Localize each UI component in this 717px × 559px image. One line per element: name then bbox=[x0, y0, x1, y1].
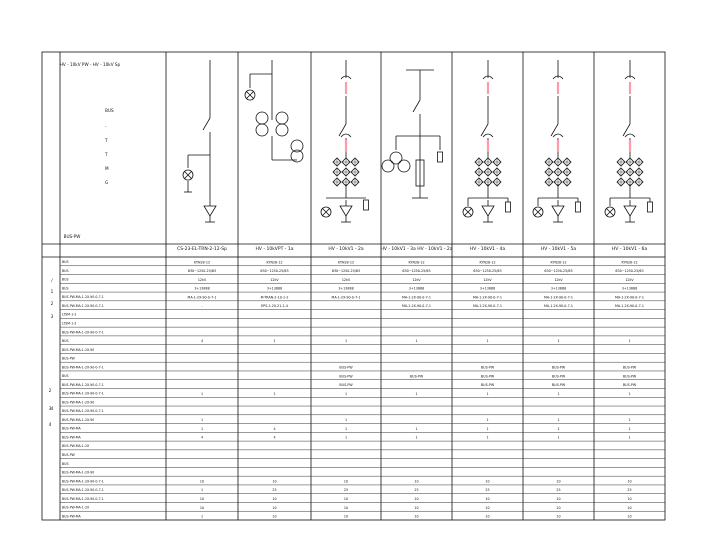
voltage-transformer bbox=[390, 152, 402, 164]
table-cell: BUS-PW bbox=[339, 383, 353, 388]
table-cell: 1 bbox=[344, 339, 348, 344]
table-cell: 10 bbox=[556, 479, 561, 484]
table-cell: 10 bbox=[199, 479, 205, 484]
table-cell: 1 bbox=[415, 426, 418, 431]
table-cell: 1 bbox=[200, 488, 204, 493]
ct-cross bbox=[563, 178, 571, 186]
column-name: HV - 10kV1 - 5a bbox=[540, 247, 577, 252]
resistor bbox=[438, 152, 443, 162]
row-label: BUS-PW-MA-1-2X-90-0-7-1 bbox=[62, 409, 104, 414]
table-cell: 1 bbox=[415, 391, 418, 396]
ct-cross bbox=[493, 178, 501, 186]
ct-cross bbox=[635, 158, 643, 166]
side-label: 1 bbox=[50, 289, 54, 294]
row-label: BUS-PW-MA-1-2X-90-0-7-1 bbox=[62, 488, 104, 493]
ct-cross bbox=[333, 168, 341, 176]
row-label: BUS-PW-MA-1-2X-90-0-7-1 bbox=[62, 382, 104, 387]
resistor bbox=[364, 200, 369, 210]
column-name: HV - 10kVPT - 1a bbox=[255, 247, 294, 252]
table-cell: 10 bbox=[627, 479, 632, 484]
row-label: BUS bbox=[62, 461, 69, 466]
table-cell: 1 bbox=[415, 435, 418, 440]
table-cell: EPS-1-2X-21-1-4 bbox=[261, 304, 288, 309]
table-cell: 12kV bbox=[412, 277, 421, 282]
table-cell: MA-1-2X-90-0-7-1 bbox=[544, 295, 573, 300]
table-cell: 3+13888 bbox=[194, 286, 210, 291]
ct-cross bbox=[484, 168, 492, 176]
table-cell: 4 bbox=[273, 426, 276, 431]
ct-cross bbox=[545, 168, 553, 176]
ct-cross bbox=[475, 178, 483, 186]
row-label: BUS-PW-MA-1-2X-90-0-7-1 bbox=[62, 303, 104, 308]
table-cell: 1 bbox=[200, 418, 204, 423]
row-label: BUS-PW bbox=[62, 453, 75, 458]
row-label: BUS-PW-MA-1-2X-90-0-7-1 bbox=[62, 479, 104, 484]
voltage-transformer bbox=[382, 160, 394, 172]
ct-cross bbox=[554, 158, 562, 166]
table-cell: MA-1-2X-90-0-7-1 bbox=[402, 304, 431, 309]
table-cell: 10 bbox=[556, 505, 561, 510]
table-cell: 10 bbox=[343, 479, 349, 484]
legend-label: BUS bbox=[105, 108, 114, 113]
ct-cross bbox=[351, 178, 359, 186]
table-cell: MA-1-2X-90-0-7-1 bbox=[544, 304, 573, 309]
resistor bbox=[576, 202, 581, 212]
table-cell: 630~1250-25/63 bbox=[473, 269, 502, 274]
table-cell: MA-1-2X-90-0-7-1 bbox=[473, 304, 502, 309]
table-cell: BUS-PW bbox=[622, 383, 637, 388]
row-label: BUS-PW-MA-1-2X-90-0-7-1 bbox=[62, 365, 104, 370]
table-cell: 3+13888 bbox=[408, 286, 425, 291]
table-cell: 12kV bbox=[197, 277, 207, 282]
table-cell: 1 bbox=[486, 426, 489, 431]
row-label: BUS-PW-MA-1-2X-90 bbox=[62, 470, 95, 475]
ct-cross bbox=[563, 168, 571, 176]
table-cell: 10 bbox=[414, 505, 419, 510]
table-cell: KYN28-12 bbox=[479, 260, 496, 265]
table-cell: BUS-PW bbox=[339, 365, 353, 370]
row-label: BUS-PW-MA-1-2X-90-0-7-1 bbox=[62, 330, 104, 335]
table-cell: M-TRAN-2-10-1-2 bbox=[260, 295, 289, 300]
side-label: 3 bbox=[48, 406, 52, 411]
table-cell: 1 bbox=[557, 426, 560, 431]
ct-cross bbox=[493, 168, 501, 176]
table-cell: 1 bbox=[200, 514, 204, 519]
ct-cross bbox=[635, 168, 643, 176]
ct-cross bbox=[617, 158, 625, 166]
column-name: HV - 10kV1 - 4a bbox=[469, 247, 506, 252]
surge-arrester bbox=[204, 206, 216, 216]
voltage-transformer bbox=[276, 112, 288, 124]
table-cell: 1 bbox=[557, 339, 560, 344]
row-label: BUS-PW-MA-1-2X-90-0-7-1 bbox=[62, 391, 104, 396]
side-label: 4 bbox=[50, 406, 54, 411]
row-label: BUS-PW-MA-1-2X-90-0-7-1 bbox=[62, 295, 104, 300]
table-cell: 630~1250-25/63 bbox=[260, 269, 289, 274]
ct-cross bbox=[626, 168, 634, 176]
table-cell: 10 bbox=[343, 514, 349, 519]
ct-cross bbox=[333, 178, 341, 186]
voltage-transformer bbox=[256, 112, 268, 124]
table-cell: 10 bbox=[414, 479, 419, 484]
ct-cross bbox=[484, 158, 492, 166]
table-cell: 10 bbox=[199, 497, 205, 502]
table-cell: 25 bbox=[485, 488, 490, 493]
table-cell: BUS-PW bbox=[551, 383, 566, 388]
table-cell: 12kV bbox=[554, 277, 563, 282]
ct-cross bbox=[351, 168, 359, 176]
table-cell: 10 bbox=[272, 514, 277, 519]
row-label: BUS-PW-MA-1-2X bbox=[62, 444, 90, 449]
table-cell: 3+13888 bbox=[550, 286, 567, 291]
row-label: BUS-PW-MA bbox=[62, 435, 81, 440]
table-cell: 1 bbox=[628, 426, 631, 431]
table-cell: 10 bbox=[485, 497, 490, 502]
ct-cross bbox=[617, 178, 625, 186]
table-cell: 12kV bbox=[270, 277, 279, 282]
table-cell: 10 bbox=[343, 497, 349, 502]
table-cell: 630~1250-25/63 bbox=[187, 269, 217, 274]
legend-footer: BUS-PW bbox=[63, 234, 81, 239]
table-cell: 1 bbox=[486, 339, 489, 344]
table-cell: 1 bbox=[486, 391, 489, 396]
table-cell: 10 bbox=[414, 514, 419, 519]
row-label: BUS-PW-MA-1-2X bbox=[62, 505, 90, 510]
ct-cross bbox=[333, 158, 341, 166]
table-cell: 1 bbox=[628, 339, 631, 344]
ct-cross bbox=[475, 168, 483, 176]
table-cell: BUS-PW bbox=[480, 383, 495, 388]
table-cell: 12kV bbox=[625, 277, 634, 282]
ct-cross bbox=[342, 168, 350, 176]
side-label: 3 bbox=[50, 314, 54, 319]
table-cell: 1 bbox=[628, 391, 631, 396]
row-label: BUS-PW-MA-1-2X-90 bbox=[62, 347, 95, 352]
table-cell: 1 bbox=[486, 435, 489, 440]
table-cell: KYN28-12 bbox=[266, 260, 283, 265]
contact-arc bbox=[341, 134, 351, 137]
row-label: BUS-PW-MA-1-2X-90-0-7-1 bbox=[62, 496, 104, 501]
row-label: LTSM-1-2 bbox=[62, 321, 77, 326]
table-cell: MA-1-2X-90-0-7-1 bbox=[402, 295, 431, 300]
table-cell: 25 bbox=[272, 488, 277, 493]
table-cell: 3+13888 bbox=[266, 286, 283, 291]
table-cell: BUS-PW bbox=[551, 365, 566, 370]
contact-arc bbox=[553, 134, 563, 137]
switch-blade bbox=[413, 100, 420, 112]
ct-cross bbox=[342, 158, 350, 166]
table-cell: MA-1-2X-90-0-7-1 bbox=[331, 295, 361, 300]
row-label: BUS-PW-MA bbox=[62, 514, 81, 519]
table-cell: 1 bbox=[628, 435, 631, 440]
table-cell: 10 bbox=[556, 514, 561, 519]
table-cell: 630~1250-25/63 bbox=[331, 269, 361, 274]
table-cell: 10 bbox=[556, 497, 561, 502]
side-label: / bbox=[51, 278, 53, 283]
row-label: BUS bbox=[62, 260, 69, 265]
row-label: BUS bbox=[62, 286, 69, 291]
table-cell: 1 bbox=[273, 339, 276, 344]
row-label: BUS-PW bbox=[62, 356, 75, 361]
row-label: BUS bbox=[62, 339, 69, 344]
table-cell: KYN28-12 bbox=[408, 260, 425, 265]
table-cell: BUS-PW bbox=[480, 374, 495, 379]
table-cell: 1 bbox=[200, 391, 204, 396]
table-cell: 10 bbox=[272, 505, 277, 510]
table-cell: 10 bbox=[272, 497, 277, 502]
table-cell: KYN28-12 bbox=[193, 260, 211, 265]
surge-arrester bbox=[340, 206, 352, 216]
row-label: LTSM-1-2 bbox=[62, 312, 77, 317]
legend-label: - bbox=[105, 124, 107, 129]
table-cell: KYN28-12 bbox=[550, 260, 567, 265]
table-cell: 1 bbox=[557, 391, 560, 396]
table-cell: 25 bbox=[556, 488, 561, 493]
table-cell: 1 bbox=[557, 435, 560, 440]
table-cell: 10 bbox=[272, 479, 277, 484]
row-label: BUS-PW-MA-1-2X-90 bbox=[62, 417, 95, 422]
side-label: 2 bbox=[48, 388, 52, 393]
row-label: BUS bbox=[62, 277, 69, 282]
table-cell: 630~1250-25/63 bbox=[544, 269, 573, 274]
table-cell: 10 bbox=[627, 514, 632, 519]
column-name: CS-23-EL-TRN-2-12-Sp bbox=[177, 247, 227, 252]
table-cell: 10 bbox=[627, 497, 632, 502]
row-label: BUS-PW-MA-1-2X-90 bbox=[62, 400, 95, 405]
table-cell: 1 bbox=[344, 391, 348, 396]
ct-cross bbox=[617, 168, 625, 176]
table-cell: 1 bbox=[344, 435, 348, 440]
table-cell: 10 bbox=[485, 479, 490, 484]
contact-arc bbox=[625, 134, 635, 137]
table-cell: 12kV bbox=[483, 277, 492, 282]
table-cell: 10 bbox=[485, 505, 490, 510]
resistor bbox=[648, 202, 653, 212]
table-cell: BUS-PW bbox=[551, 374, 566, 379]
legend-label: T bbox=[105, 152, 108, 157]
table-cell: 25 bbox=[627, 488, 632, 493]
table-cell: 1 bbox=[273, 391, 276, 396]
table-cell: BUS-PW bbox=[339, 374, 353, 379]
ct-cross bbox=[626, 158, 634, 166]
table-cell: MA-1-2X-90-0-7-1 bbox=[187, 295, 217, 300]
ct-cross bbox=[563, 158, 571, 166]
table-cell: 10 bbox=[485, 514, 490, 519]
ct-cross bbox=[554, 168, 562, 176]
ct-cross bbox=[351, 158, 359, 166]
table-cell: 4 bbox=[273, 435, 276, 440]
column-name: HV - 10kV1 - 6a bbox=[611, 247, 648, 252]
table-cell: 1 bbox=[200, 426, 204, 431]
table-cell: 10 bbox=[627, 505, 632, 510]
column-name: HV - 10kV1 - 3a HV - 10kV1 - 2a bbox=[380, 247, 453, 252]
table-cell: 3+13888 bbox=[338, 286, 354, 291]
table-cell: 3+13888 bbox=[621, 286, 638, 291]
table-cell: 25 bbox=[414, 488, 419, 493]
table-cell: 25 bbox=[343, 488, 349, 493]
surge-arrester bbox=[552, 206, 564, 216]
table-cell: 3+13888 bbox=[479, 286, 496, 291]
table-cell: - bbox=[201, 304, 203, 309]
table-cell: 4 bbox=[200, 339, 204, 344]
ct-cross bbox=[545, 178, 553, 186]
side-label: 4 bbox=[48, 422, 52, 427]
voltage-transformer bbox=[256, 124, 268, 136]
table-cell: 1 bbox=[344, 426, 348, 431]
voltage-transformer bbox=[276, 124, 288, 136]
table-cell: 1 bbox=[557, 418, 560, 423]
surge-arrester bbox=[624, 206, 636, 216]
diagram-title: HV - 10kV PW - HV - 10kV Sp bbox=[59, 62, 121, 67]
table-cell: 630~1250-25/63 bbox=[402, 269, 431, 274]
table-cell: 630~1250-25/63 bbox=[615, 269, 644, 274]
ct-cross bbox=[545, 158, 553, 166]
table-cell: 10 bbox=[199, 505, 205, 510]
legend-label: T bbox=[105, 138, 108, 143]
ct-cross bbox=[475, 158, 483, 166]
table-cell: 1 bbox=[415, 339, 418, 344]
table-cell: 1 bbox=[628, 418, 631, 423]
side-label: 2 bbox=[50, 301, 54, 306]
contact-arc bbox=[483, 134, 493, 137]
resistor bbox=[506, 202, 511, 212]
switch-blade bbox=[203, 118, 210, 130]
table-cell: BUS-PW bbox=[409, 374, 424, 379]
ct-cross bbox=[493, 158, 501, 166]
table-cell: MA-1-2X-90-0-7-1 bbox=[473, 295, 502, 300]
table-cell: KYN28-12 bbox=[337, 260, 355, 265]
ct-cross bbox=[635, 178, 643, 186]
table-cell: 4 bbox=[200, 435, 204, 440]
row-label: BUS bbox=[62, 374, 69, 379]
legend-label: M bbox=[105, 166, 109, 171]
table-cell: 1 bbox=[486, 418, 489, 423]
legend-label: G bbox=[105, 180, 109, 185]
table-cell: 10 bbox=[343, 505, 349, 510]
surge-arrester bbox=[482, 206, 494, 216]
voltage-transformer bbox=[398, 160, 410, 172]
table-cell: KYN28-12 bbox=[621, 260, 638, 265]
table-cell: BUS-PW bbox=[622, 374, 637, 379]
column-name: HV - 10kV1 - 2a bbox=[328, 247, 364, 252]
row-label: BUS-PW-MA bbox=[62, 426, 81, 431]
table-cell: MA-1-2X-90-0-7-1 bbox=[615, 304, 644, 309]
table-cell: BUS-PW bbox=[480, 365, 495, 370]
row-label: BUS bbox=[62, 268, 69, 273]
table-cell: 1 bbox=[344, 418, 348, 423]
table-cell: BUS-PW bbox=[622, 365, 637, 370]
table-cell: 10 bbox=[414, 497, 419, 502]
table-cell: MA-1-2X-90-0-7-1 bbox=[615, 295, 644, 300]
table-cell: 12kV bbox=[341, 277, 351, 282]
